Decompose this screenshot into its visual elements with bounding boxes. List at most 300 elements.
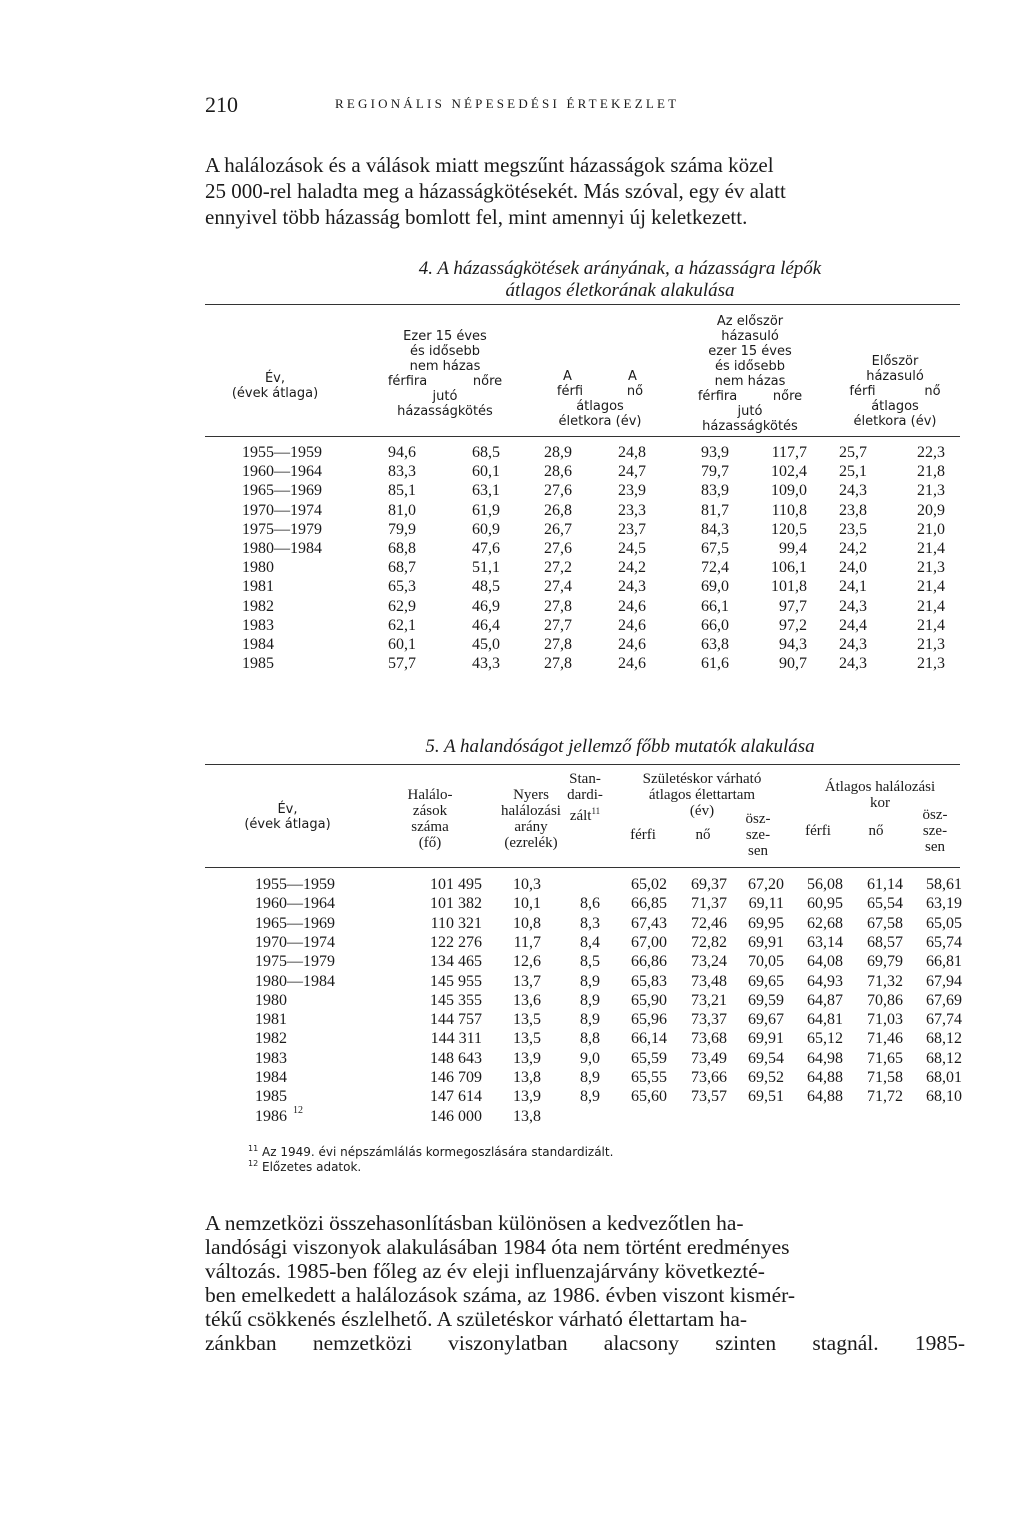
table5-row-cell: 67,94 <box>926 972 962 990</box>
table4-row-cell: 106,1 <box>771 559 807 577</box>
table4-row-cell: 21,3 <box>917 559 945 577</box>
table4-row-cell: 24,4 <box>839 616 867 634</box>
table5-death-men-header: férfi <box>805 823 831 839</box>
table4-row-cell: 26,8 <box>544 501 572 519</box>
header-text: Az először <box>716 314 784 329</box>
table4-row-cell: 61,9 <box>472 501 500 519</box>
table4-row-cell: 27,2 <box>544 559 572 577</box>
header-text: (ezrelék) <box>504 835 558 851</box>
table4-row-cell: 51,1 <box>472 559 500 577</box>
header-text: sen <box>748 843 768 859</box>
table4-row-cell: 21,4 <box>917 578 945 596</box>
table5-life-men-header: férfi <box>630 827 656 843</box>
table4-row-cell: 27,8 <box>544 597 572 615</box>
table5-row-cell: 63,19 <box>926 895 962 913</box>
table5-row-cell: 64,87 <box>807 991 843 1009</box>
table4-row-cell: 68,8 <box>388 540 416 557</box>
table5-row-cell: 68,01 <box>926 1069 962 1086</box>
table4-row-cell: 94,6 <box>388 444 416 461</box>
table5-row-cell: 145 955 <box>430 972 482 990</box>
header-text: házasuló <box>721 329 779 344</box>
text-line: ennyivel több házasság bomlott fel, mint amennyi új keletkezett. <box>205 205 748 229</box>
table4-row-cell: 79,9 <box>388 520 416 538</box>
table5-row-cell: 8,8 <box>580 1030 600 1048</box>
table5-row-cell: 13,9 <box>513 1088 541 1106</box>
table5-row-cell: 13,9 <box>513 1049 541 1067</box>
footnote <box>248 1156 361 1175</box>
table4-row-cell: 65,3 <box>388 578 416 596</box>
table5-row-year: 1965—1969 <box>255 914 335 932</box>
header-text: Először <box>871 354 919 369</box>
table4-row-cell: 62,9 <box>388 597 416 615</box>
header-text: és idősebb <box>410 344 480 359</box>
header-text: házasságkötés <box>702 419 798 434</box>
header-text: ösz- <box>745 811 771 827</box>
table5-row-cell: 64,88 <box>807 1088 843 1106</box>
table4-row-cell: 67,5 <box>701 540 729 557</box>
table4-row-year: 1981 <box>242 578 274 596</box>
table5-row-cell: 65,59 <box>631 1049 667 1067</box>
table4-year-header <box>205 371 345 401</box>
header-text: Stan- <box>569 771 601 787</box>
table4-row-cell: 62,1 <box>388 616 416 634</box>
header-text: nem házas <box>714 374 786 389</box>
table4-row-cell: 28,6 <box>544 463 572 481</box>
header-text: sen <box>925 839 945 855</box>
table5-row-cell: 60,95 <box>807 895 843 913</box>
header-text: ösz- <box>922 807 948 823</box>
table5-row-cell: 68,12 <box>926 1049 962 1067</box>
table5-row-cell: 64,81 <box>807 1011 843 1029</box>
footnote-mark: 11 <box>248 1144 259 1153</box>
table5-row-cell: 61,14 <box>867 876 903 893</box>
header-text: A <box>628 369 637 384</box>
table5-row-cell: 110 321 <box>430 914 482 932</box>
table5-row-cell: 67,43 <box>631 914 667 932</box>
table4-row-cell: 69,0 <box>701 578 729 596</box>
table5-row-year: 1983 <box>255 1049 287 1067</box>
table4-row-cell: 63,1 <box>472 482 500 500</box>
table5-title: 5. A halandóságot jellemző főbb mutatók alakulása <box>425 736 815 757</box>
table5-row-cell: 68,57 <box>867 933 903 951</box>
table5-row-cell: 69,37 <box>691 876 727 893</box>
table5-row-cell: 147 614 <box>430 1088 482 1106</box>
table5-row-cell: 13,7 <box>513 972 541 990</box>
table5-row-cell: 68,12 <box>926 1030 962 1048</box>
table5-row-cell: 63,14 <box>807 933 843 951</box>
text-line: ben emelkedett a halálozások száma, az 1986. évben viszont kismér- <box>205 1283 796 1307</box>
table4-row-cell: 24,2 <box>618 559 646 577</box>
table4-row-cell: 60,9 <box>472 520 500 538</box>
table4-row-cell: 21,4 <box>917 616 945 634</box>
table5-death-women-header: nő <box>868 823 884 839</box>
header-text: sze- <box>745 827 771 843</box>
table4-row-cell: 61,6 <box>701 655 729 673</box>
table4-row-year: 1980 <box>242 559 274 577</box>
table5-standardized-header <box>555 771 615 824</box>
table4-row-cell: 85,1 <box>388 482 416 500</box>
table4-row-cell: 24,6 <box>618 616 646 634</box>
table5-death-total-header <box>910 807 960 855</box>
table5-row-cell: 13,5 <box>513 1011 541 1029</box>
table4-row-year: 1965—1969 <box>242 482 322 500</box>
table5-row-cell: 73,57 <box>691 1088 727 1106</box>
table4-row-cell: 27,6 <box>544 540 572 557</box>
table5-row-cell: 65,02 <box>631 876 667 893</box>
table5-row-cell: 66,85 <box>631 895 667 913</box>
header-women: nőre <box>472 374 503 389</box>
table5-row-cell: 146 709 <box>430 1069 482 1086</box>
table4-row-cell: 24,3 <box>839 655 867 673</box>
table5-row-cell: 8,9 <box>580 1069 600 1086</box>
table5-life-total-header <box>733 811 783 859</box>
header-text: életkora (év) <box>558 414 642 429</box>
table5-row-cell: 73,68 <box>691 1030 727 1048</box>
header-text: átlagos élettartam <box>648 787 756 803</box>
table4-row-cell: 83,9 <box>701 482 729 500</box>
header-women: nő <box>924 384 941 399</box>
table5-row-cell: 65,55 <box>631 1069 667 1086</box>
table4-row-cell: 81,7 <box>701 501 729 519</box>
footnote-ref: 11 <box>591 806 601 816</box>
table5-deaths-header <box>395 787 465 851</box>
table5-row-cell: 134 465 <box>430 953 482 971</box>
header-text: kor <box>870 795 890 811</box>
table5-row-cell: 73,24 <box>691 953 727 971</box>
table5-row-cell: 58,61 <box>926 876 962 893</box>
table5-row-cell: 101 495 <box>430 876 482 893</box>
table4-row-cell: 97,7 <box>779 597 807 615</box>
intro-paragraph <box>205 152 965 230</box>
table5-row-cell: 71,58 <box>867 1069 903 1086</box>
table5-row-cell: 71,32 <box>867 972 903 990</box>
table5-row-cell: 8,4 <box>580 933 600 951</box>
footnote-ref: 12 <box>293 1104 303 1116</box>
table4-row-cell: 28,9 <box>544 444 572 461</box>
header-text: jutó <box>737 404 763 419</box>
header-text: zált <box>569 808 592 824</box>
table4-row-cell: 25,7 <box>839 444 867 461</box>
table4-row-cell: 66,0 <box>701 616 729 634</box>
table5-row-cell: 8,9 <box>580 1088 600 1106</box>
table4-row-year: 1975—1979 <box>242 520 322 538</box>
header-text: Év, <box>264 371 286 386</box>
table4-row-cell: 99,4 <box>779 540 807 557</box>
table5-row-cell: 69,65 <box>748 972 784 990</box>
header-text: Átlagos halálozási <box>824 779 936 795</box>
table4-first-marriage-rate-header <box>680 314 820 434</box>
table5-row-cell: 65,05 <box>926 914 962 932</box>
table4-row-cell: 45,0 <box>472 636 500 653</box>
header-men: férfira <box>387 374 428 389</box>
table4-row-year: 1984 <box>242 636 274 653</box>
table5-row-cell: 65,54 <box>867 895 903 913</box>
table4-row-cell: 21,3 <box>917 482 945 500</box>
table4-first-marriage-age-header <box>825 354 965 429</box>
header-text: ezer 15 éves <box>708 344 792 359</box>
header-men: férfi <box>556 384 584 399</box>
table5-row-cell: 70,05 <box>748 953 784 971</box>
header-text: átlagos <box>576 399 624 414</box>
table5-row-cell: 13,6 <box>513 991 541 1009</box>
table4-row-cell: 43,3 <box>472 655 500 673</box>
header-text: (évek átlaga) <box>231 386 319 401</box>
table5-row-cell: 65,83 <box>631 972 667 990</box>
header-men: férfira <box>697 389 738 404</box>
table4-row-cell: 27,8 <box>544 655 572 673</box>
table5-row-cell: 71,65 <box>867 1049 903 1067</box>
footnote-text: Előzetes adatok. <box>262 1160 362 1174</box>
header-text: jutó <box>432 389 458 404</box>
table4-row-cell: 25,1 <box>839 463 867 481</box>
table5-row-cell: 13,5 <box>513 1030 541 1048</box>
table5-row-cell: 67,74 <box>926 1011 962 1029</box>
table4-row-cell: 27,6 <box>544 482 572 500</box>
table5-life-women-header: nő <box>695 827 711 843</box>
table5-row-cell: 72,82 <box>691 933 727 951</box>
table4-row-cell: 27,7 <box>544 616 572 634</box>
table5-row-cell: 69,11 <box>748 895 784 913</box>
header-women: nő <box>626 384 644 399</box>
table5-row-cell: 69,51 <box>748 1088 784 1106</box>
table4-row-cell: 24,0 <box>839 559 867 577</box>
header-text: dardi- <box>567 787 603 803</box>
table4-row-cell: 24,2 <box>839 540 867 557</box>
table4-row-cell: 46,9 <box>472 597 500 615</box>
table4-row-cell: 27,4 <box>544 578 572 596</box>
header-text: száma <box>411 819 449 835</box>
table5-row-year: 1955—1959 <box>255 876 335 893</box>
table5-header-rule <box>205 867 960 868</box>
table4-row-cell: 48,5 <box>472 578 500 596</box>
header-text: (fő) <box>418 835 442 851</box>
table5-row-cell: 10,8 <box>513 914 541 932</box>
header-text: arány <box>514 819 548 835</box>
table5-row-cell: 8,3 <box>580 914 600 932</box>
table4-row-cell: 101,8 <box>771 578 807 596</box>
table5-row-cell: 71,37 <box>691 895 727 913</box>
header-text: sze- <box>922 823 948 839</box>
footnote-mark: 12 <box>248 1159 259 1168</box>
table5-row-cell: 72,46 <box>691 914 727 932</box>
table5-row-year: 1975—1979 <box>255 953 335 971</box>
table5-row-cell: 64,98 <box>807 1049 843 1067</box>
table5-row-cell: 144 757 <box>430 1011 482 1029</box>
table5-row-cell: 70,86 <box>867 991 903 1009</box>
table5-row-cell: 67,69 <box>926 991 962 1009</box>
table5-row-cell: 145 355 <box>430 991 482 1009</box>
table5-row-cell: 71,72 <box>867 1088 903 1106</box>
table4-row-cell: 81,0 <box>388 501 416 519</box>
footnote-text: Az 1949. évi népszámlálás kormegoszlására standardizált. <box>262 1145 614 1159</box>
table4-title-line: átlagos életkorának alakulása <box>505 280 735 301</box>
table4-title <box>205 258 1024 302</box>
table5-row-year: 1984 <box>255 1069 287 1086</box>
header-text: Születéskor várható <box>642 771 762 787</box>
table5-row-cell: 66,14 <box>631 1030 667 1048</box>
table4-row-cell: 21,3 <box>917 655 945 673</box>
table5-row-cell: 66,81 <box>926 953 962 971</box>
header-text: zások <box>412 803 448 819</box>
table4-row-cell: 60,1 <box>388 636 416 653</box>
text-line: zánkban nemzetközi viszonylatban alacsony szinten stagnál. 1985- <box>205 1331 965 1355</box>
table4-row-cell: 26,7 <box>544 520 572 538</box>
table4-row-year: 1960—1964 <box>242 463 322 481</box>
table5-row-cell: 69,79 <box>867 953 903 971</box>
table5-row-cell: 12,6 <box>513 953 541 971</box>
table5-row-year: 1985 <box>255 1088 287 1106</box>
table4-row-cell: 24,8 <box>618 444 646 461</box>
table4-header-rule <box>205 436 960 437</box>
table4-row-cell: 21,4 <box>917 597 945 615</box>
table5-row-cell: 71,46 <box>867 1030 903 1048</box>
table4-age-header <box>535 369 665 429</box>
table5-row-cell: 65,12 <box>807 1030 843 1048</box>
table4-row-cell: 24,5 <box>618 540 646 557</box>
table4-row-cell: 24,3 <box>839 597 867 615</box>
table5-row-cell: 8,6 <box>580 895 600 913</box>
table4-row-cell: 117,7 <box>771 444 807 461</box>
table5-row-cell: 67,00 <box>631 933 667 951</box>
table4-row-cell: 23,8 <box>839 501 867 519</box>
table4-row-cell: 21,4 <box>917 540 945 557</box>
table5-row-cell: 8,9 <box>580 972 600 990</box>
table5-row-cell: 8,9 <box>580 1011 600 1029</box>
table5-row-cell: 64,93 <box>807 972 843 990</box>
table5-row-cell: 8,5 <box>580 953 600 971</box>
header-text: életkora (év) <box>853 414 937 429</box>
table4-row-cell: 93,9 <box>701 444 729 461</box>
table4-row-cell: 68,7 <box>388 559 416 577</box>
table4-row-year: 1982 <box>242 597 274 615</box>
table5-row-cell: 10,1 <box>513 895 541 913</box>
running-title: REGIONÁLIS NÉPESEDÉSI ÉRTEKEZLET <box>335 96 680 111</box>
table4-row-cell: 23,9 <box>618 482 646 500</box>
table5-row-cell: 73,37 <box>691 1011 727 1029</box>
table5-row-year: 1980—1984 <box>255 972 335 990</box>
table5-row-cell: 13,8 <box>513 1069 541 1086</box>
header-text: nem házas <box>409 359 481 374</box>
table4-row-cell: 24,6 <box>618 597 646 615</box>
table5-row-cell: 71,03 <box>867 1011 903 1029</box>
table5-row-cell: 144 311 <box>430 1030 482 1048</box>
table4-marriage-rate-header <box>365 329 525 419</box>
table4-row-cell: 24,3 <box>839 636 867 653</box>
text-line: 25 000-rel haladta meg a házasságkötésekét. Más szóval, egy év alatt <box>205 179 786 203</box>
table4-row-cell: 57,7 <box>388 655 416 673</box>
table4-row-cell: 23,3 <box>618 501 646 519</box>
table4-row-cell: 22,3 <box>917 444 945 461</box>
table5-row-cell: 69,91 <box>748 933 784 951</box>
header-text: halálozási <box>501 803 561 819</box>
header-text: házasságkötés <box>397 404 493 419</box>
table5-row-cell: 11,7 <box>513 933 541 951</box>
table5-row-cell: 73,48 <box>691 972 727 990</box>
table5-row-cell: 73,21 <box>691 991 727 1009</box>
table4-row-cell: 27,8 <box>544 636 572 653</box>
table5-row-cell: 65,60 <box>631 1088 667 1106</box>
table4-row-cell: 24,6 <box>618 655 646 673</box>
table5-row-cell: 65,96 <box>631 1011 667 1029</box>
table5-year-header <box>215 802 360 832</box>
table5-row-cell: 73,49 <box>691 1049 727 1067</box>
table4-row-year: 1985 <box>242 655 274 673</box>
table5-row-cell: 101 382 <box>430 895 482 913</box>
table5-row-year: 1986 <box>255 1107 287 1125</box>
header-text: átlagos <box>871 399 919 414</box>
table4-row-cell: 47,6 <box>472 540 500 557</box>
table4-row-cell: 20,9 <box>917 501 945 519</box>
table5-row-cell: 64,08 <box>807 953 843 971</box>
header-text: Halálo- <box>407 787 453 803</box>
text-line: tékű csökkenés észlelhető. A születéskor várható élettartam ha- <box>205 1307 748 1331</box>
table5-top-rule <box>205 764 960 765</box>
table5-row-cell: 8,9 <box>580 991 600 1009</box>
table5-row-cell: 67,58 <box>867 914 903 932</box>
table4-row-cell: 90,7 <box>779 655 807 673</box>
table4-row-cell: 72,4 <box>701 559 729 577</box>
table4-row-cell: 21,0 <box>917 520 945 538</box>
table4-row-cell: 24,7 <box>618 463 646 481</box>
table4-row-cell: 109,0 <box>771 482 807 500</box>
table4-row-year: 1955—1959 <box>242 444 322 461</box>
table5-row-cell: 69,59 <box>748 991 784 1009</box>
table5-row-cell: 146 000 <box>430 1107 482 1125</box>
header-text: és idősebb <box>715 359 785 374</box>
header-text: Év, <box>277 802 298 817</box>
table4-row-cell: 60,1 <box>472 463 500 481</box>
table5-row-cell: 65,90 <box>631 991 667 1009</box>
table4-row-cell: 63,8 <box>701 636 729 653</box>
table5-row-cell: 64,88 <box>807 1069 843 1086</box>
table5-row-year: 1970—1974 <box>255 933 335 951</box>
table4-row-cell: 23,5 <box>839 520 867 538</box>
table4-row-cell: 24,3 <box>618 578 646 596</box>
text-line: A halálozások és a válások miatt megszűnt házasságok száma közel <box>205 153 774 177</box>
table4-row-cell: 24,1 <box>839 578 867 596</box>
table5-row-cell: 66,86 <box>631 953 667 971</box>
header-text: Ezer 15 éves <box>403 329 487 344</box>
text-line: változás. 1985-ben főleg az év eleji influenzajárvány következté- <box>205 1259 765 1283</box>
header-text: (évek átlaga) <box>244 817 331 832</box>
table5-row-cell: 56,08 <box>807 876 843 893</box>
table4-row-cell: 21,3 <box>917 636 945 653</box>
header-men: férfi <box>849 384 876 399</box>
table4-top-rule <box>205 304 960 305</box>
table5-row-cell: 122 276 <box>430 933 482 951</box>
table5-row-cell: 69,91 <box>748 1030 784 1048</box>
table4-row-cell: 46,4 <box>472 616 500 634</box>
page-number: 210 <box>205 92 238 117</box>
table5-row-year: 1980 <box>255 991 287 1009</box>
header-text: Nyers <box>513 787 549 803</box>
table5-row-cell: 13,8 <box>513 1107 541 1125</box>
table5-row-cell: 69,52 <box>748 1069 784 1086</box>
table4-row-cell: 83,3 <box>388 463 416 481</box>
table5-row-cell: 73,66 <box>691 1069 727 1086</box>
table4-row-year: 1980—1984 <box>242 540 322 557</box>
table4-row-cell: 21,8 <box>917 463 945 481</box>
table4-row-cell: 120,5 <box>771 520 807 538</box>
table5-row-cell: 10,3 <box>513 876 541 893</box>
header-women: nőre <box>772 389 803 404</box>
table4-row-cell: 94,3 <box>779 636 807 653</box>
table4-row-cell: 68,5 <box>472 444 500 461</box>
table5-row-cell: 65,74 <box>926 933 962 951</box>
table4-row-cell: 84,3 <box>701 520 729 538</box>
table5-row-cell: 68,10 <box>926 1088 962 1106</box>
table4-row-cell: 24,3 <box>839 482 867 500</box>
